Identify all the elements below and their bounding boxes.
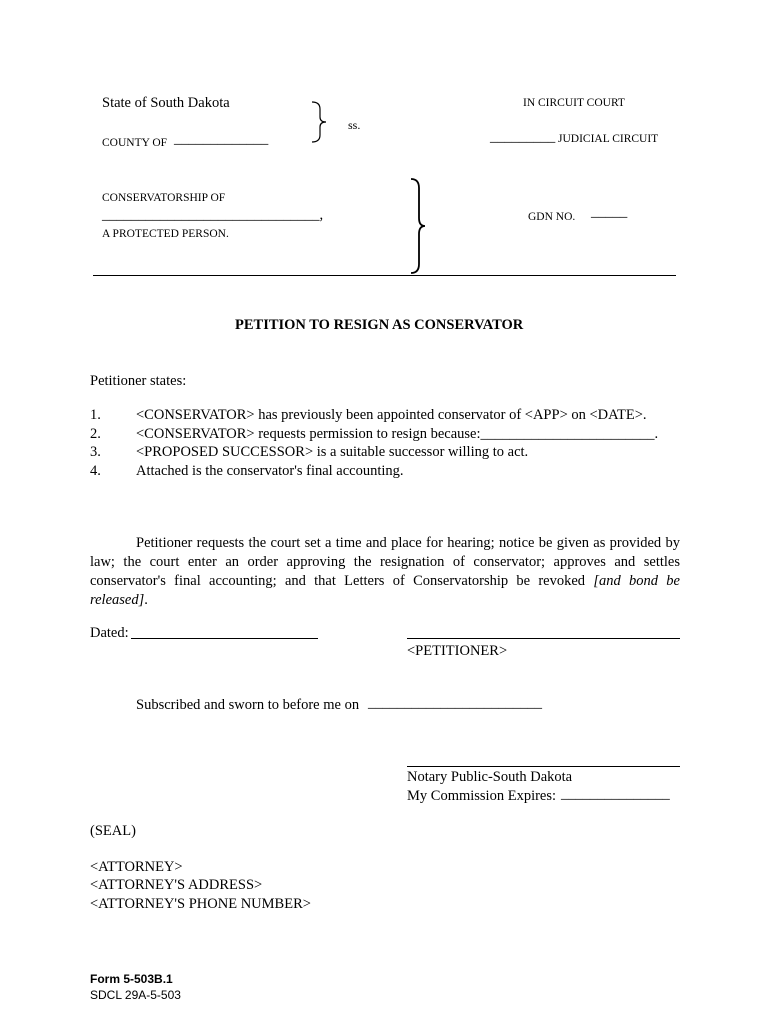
judicial-blank: _________ [490, 129, 556, 145]
form-number: Form 5-503B.1 [90, 972, 173, 986]
ss-brace-icon [308, 101, 334, 143]
page-title: PETITION TO RESIGN AS CONSERVATOR [235, 317, 524, 333]
list-item-text: <PROPOSED SUCCESSOR> is a suitable successor willing to act. [136, 444, 529, 460]
attorney-name: <ATTORNEY> [90, 859, 183, 875]
request-italic: [and bond be released] [90, 573, 680, 608]
list-item-number: 3. [90, 444, 101, 460]
notary-signature-line [407, 766, 680, 767]
ss-label: ss. [348, 118, 361, 132]
conservatorship-of-label: CONSERVATORSHIP OF [102, 192, 226, 204]
petitioner-label: <PETITIONER> [407, 643, 508, 659]
intro-text: Petitioner states: [90, 373, 187, 389]
gdn-blank: _____ [591, 204, 628, 220]
dated-line [131, 638, 318, 639]
request-end: . [144, 592, 148, 608]
county-label: COUNTY OF [102, 137, 168, 149]
case-brace-icon [408, 178, 430, 274]
list-item-number: 1. [90, 407, 101, 423]
list-item-number: 4. [90, 463, 101, 479]
petitioner-signature-line [407, 638, 680, 639]
county-blank: _____________ [174, 131, 269, 147]
list-item-text: <CONSERVATOR> has previously been appointed conservator of <APP> on <DATE>. [136, 407, 647, 423]
caption-divider [93, 275, 676, 276]
attorney-phone: <ATTORNEY'S PHONE NUMBER> [90, 896, 311, 912]
commission-label: My Commission Expires: [407, 788, 557, 804]
request-text: Petitioner requests the court set a time and place for hearing; notice be given as provided by law; the court enter an order approving the resignation of conservator; approves and settles conservator's final accounting; and that Letters of Conservatorship be revoked [90, 535, 680, 589]
commission-blank: _______________ [561, 786, 670, 802]
notary-label: Notary Public-South Dakota [407, 769, 573, 785]
court-label: IN CIRCUIT COURT [523, 97, 625, 109]
name-blank: ______________________________, [102, 207, 324, 223]
subscribed-text: Subscribed and sworn to before me on [136, 697, 360, 713]
list-item-number: 2. [90, 426, 101, 442]
request-paragraph [90, 534, 680, 610]
list-item-text: <CONSERVATOR> requests permission to resign because:________________________. [136, 426, 659, 442]
attorney-address: <ATTORNEY'S ADDRESS> [90, 877, 263, 893]
list-item-text: Attached is the conservator's final accounting. [136, 463, 404, 479]
dated-label: Dated: [90, 625, 129, 641]
seal-label: (SEAL) [90, 823, 136, 839]
form-statute: SDCL 29A-5-503 [90, 988, 181, 1002]
judicial-circuit-label: JUDICIAL CIRCUIT [558, 133, 659, 145]
protected-person-label: A PROTECTED PERSON. [102, 228, 229, 240]
subscribed-blank: ________________________ [368, 695, 542, 711]
state-label: State of South Dakota [102, 95, 230, 111]
gdn-label: GDN NO. [528, 211, 576, 223]
